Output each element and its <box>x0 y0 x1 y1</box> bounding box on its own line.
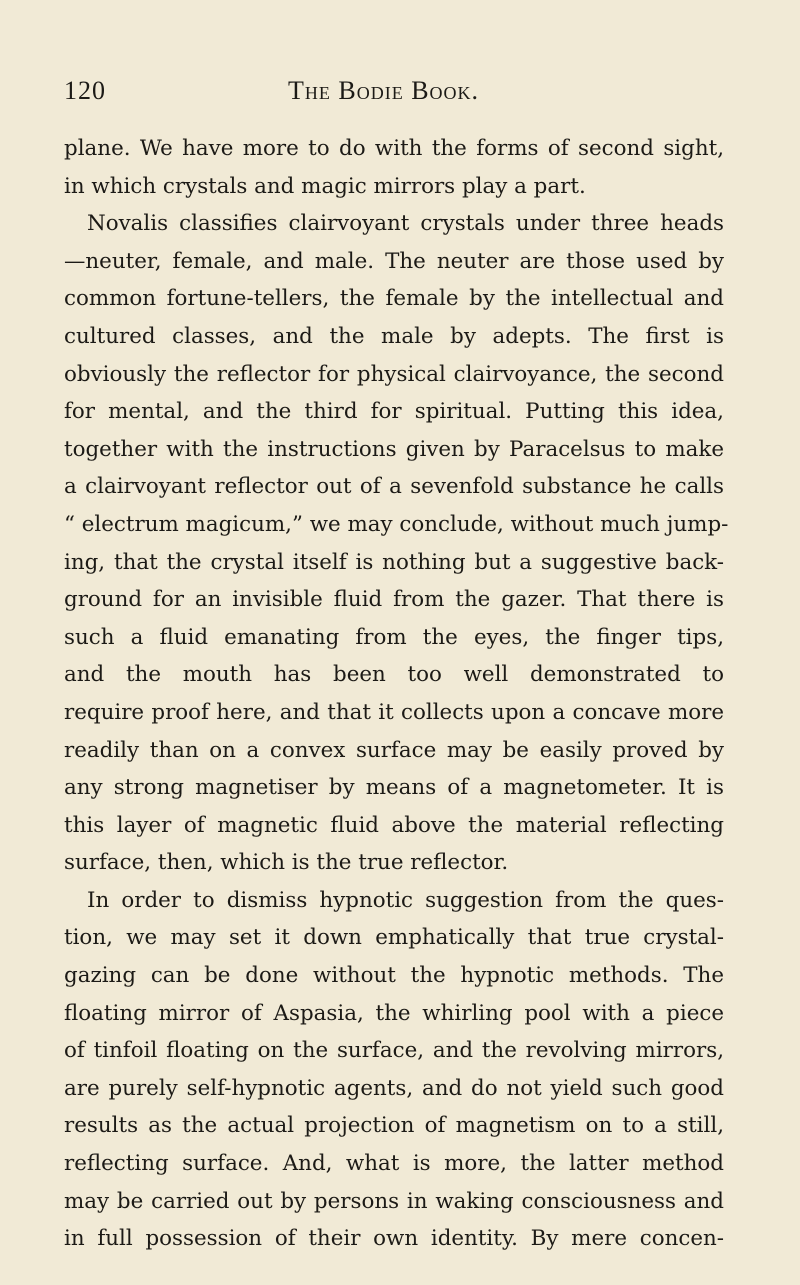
text-line: readily than on a convex surface may be easily proved by <box>64 737 724 763</box>
text-line: tion, we may set it down emphatically that true crystal- <box>64 925 724 951</box>
text-line: and the mouth has been too well demonstrated to <box>64 662 724 688</box>
text-line: ing, that the crystal itself is nothing but a suggestive back- <box>64 549 724 575</box>
text-line: floating mirror of Aspasia, the whirling pool with a piece <box>64 1000 724 1026</box>
text-line: are purely self-hypnotic agents, and do not yield such good <box>64 1075 724 1101</box>
text-line: for mental, and the third for spiritual. Putting this idea, <box>64 399 724 425</box>
text-line: together with the instructions given by Paracelsus to make <box>64 436 724 462</box>
text-line: any strong magnetiser by means of a magnetometer. It is <box>64 775 724 801</box>
text-line: obviously the reflector for physical clairvoyance, the second <box>64 361 724 387</box>
text-line: ground for an invisible fluid from the gazer. That there is <box>64 587 724 613</box>
text-line: may be carried out by persons in waking consciousness and <box>64 1188 724 1214</box>
text-line: “ electrum magicum,” we may conclude, without much jump- <box>64 511 729 537</box>
text-line: in full possession of their own identity. By mere concen- <box>64 1226 724 1252</box>
text-line: require proof here, and that it collects upon a concave more <box>64 699 724 725</box>
text-line: a clairvoyant reflector out of a sevenfold substance he calls <box>64 474 724 500</box>
text-line: Novalis classifies clairvoyant crystals under three heads <box>87 211 724 237</box>
page-header <box>64 76 722 112</box>
text-line: cultured classes, and the male by adepts. The first is <box>64 323 724 349</box>
text-line: In order to dismiss hypnotic suggestion from the ques- <box>87 887 724 913</box>
text-line: surface, then, which is the true reflector. <box>64 850 509 876</box>
text-line: in which crystals and magic mirrors play a part. <box>64 173 586 199</box>
text-line: this layer of magnetic fluid above the material reflecting <box>64 812 724 838</box>
text-line: plane. We have more to do with the forms of second sight, <box>64 136 724 161</box>
text-line: reflecting surface. And, what is more, the latter method <box>64 1151 724 1177</box>
text-line: such a fluid emanating from the eyes, the finger tips, <box>64 624 724 650</box>
text-line: results as the actual projection of magnetism on to a still, <box>64 1113 724 1139</box>
running-title: The Bodie Book. <box>288 76 480 105</box>
text-line: of tinfoil floating on the surface, and the revolving mirrors, <box>64 1038 724 1064</box>
text-line: —neuter, female, and male. The neuter are those used by <box>64 248 724 274</box>
text-line: common fortune-tellers, the female by the intellectual and <box>64 286 724 312</box>
text-line: gazing can be done without the hypnotic methods. The <box>64 963 724 989</box>
page-number: 120 <box>64 76 106 105</box>
body-text <box>64 130 729 1258</box>
